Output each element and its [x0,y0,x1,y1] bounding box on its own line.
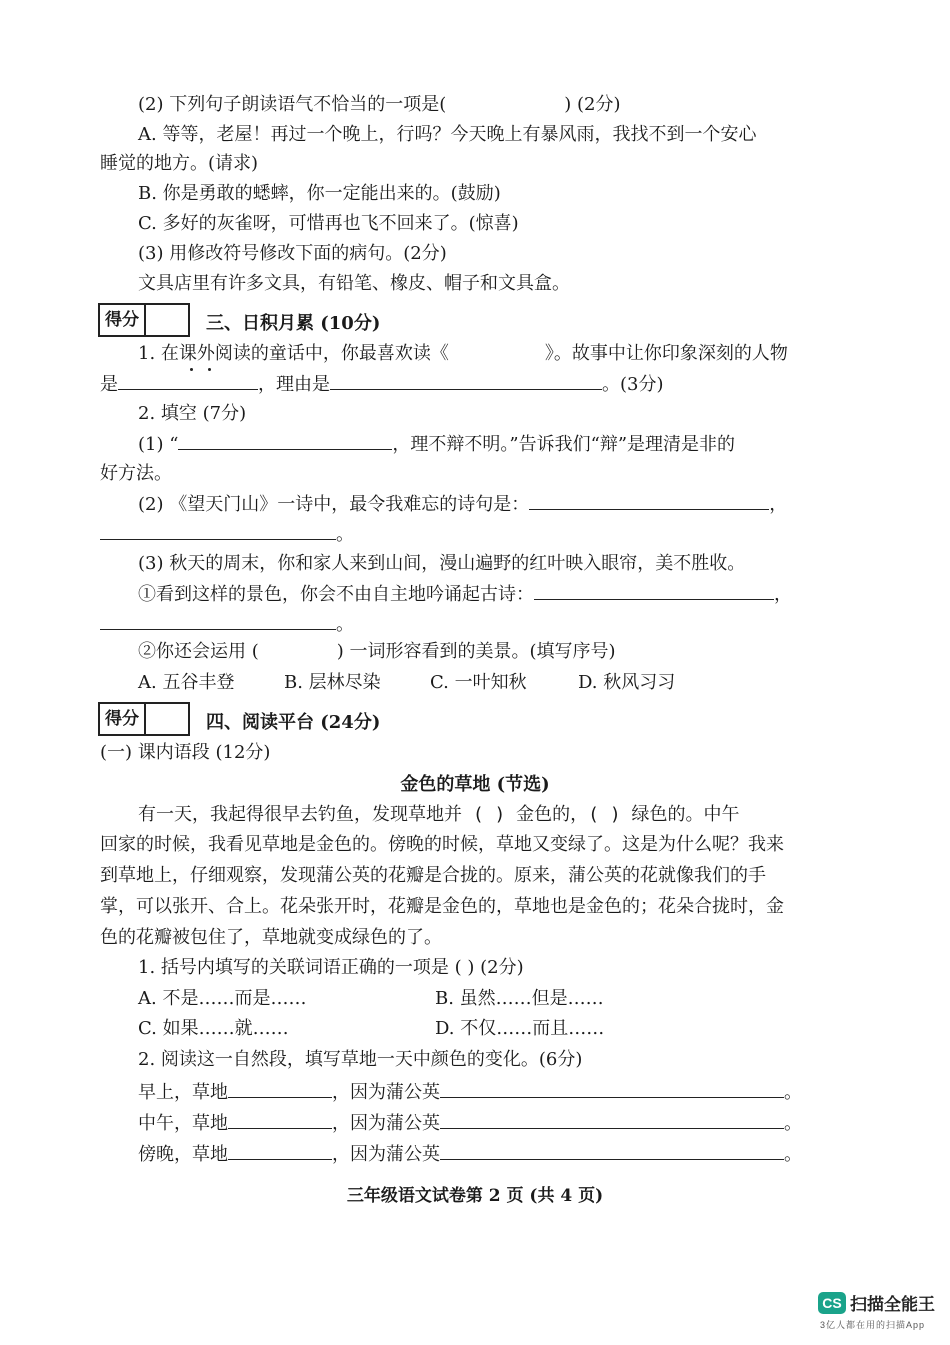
s3-option-d: D. 秋风习习 [578,672,676,693]
watermark-tagline: 3亿人都在用的扫描App [820,1320,926,1330]
s4-subsection: (一) 课内语段 (12分) [100,742,271,763]
s4-q1-prompt: 1. 括号内填写的关联词语正确的一项是 ( ) (2分) [138,957,524,978]
q3-sentence: 文具店里有许多文具，有铅笔、橡皮、帽子和文具盒。 [138,273,570,294]
q2-option-a-line2: 睡觉的地方。(请求) [100,153,259,174]
s4-q1-option-c: C. 如果……就…… [138,1018,289,1039]
section-three-title: 三、日积月累 (10分) [206,313,381,334]
s3-q2-prompt: 2. 填空 (7分) [138,403,247,424]
answer-blank-morning-reason[interactable] [440,1081,784,1098]
s3-q2-3-2: ②你还会运用 ( ) 一词形容看到的美景。(填写序号) [138,641,616,662]
s3-q2-3-1: ①看到这样的景色，你会不由自主地吟诵起古诗： ， [138,584,792,605]
answer-blank-character[interactable] [118,373,258,390]
answer-blank-autumn-poem-2[interactable] [100,613,336,630]
emphasis-dot [208,368,211,371]
q2-option-b: B. 你是勇敢的蟋蟀，你一定能出来的。(鼓励) [138,183,501,204]
s4-q2-prompt: 2. 阅读这一自然段，填写草地一天中颜色的变化。(6分) [138,1049,583,1070]
score-label: 得分 [100,704,146,734]
s3-option-c: C. 一叶知秋 [430,672,527,693]
color-change-row-noon: 中午，草地 ，因为蒲公英 。 [138,1113,802,1134]
s4-q1-option-a: A. 不是……而是…… [138,988,307,1009]
page-footer: 三年级语文试卷第 2 页 (共 4 页) [346,1186,604,1206]
answer-blank-reason[interactable] [330,373,602,390]
s3-q2-1: (1) “ ，理不辩不明。”告诉我们“辩”是理清是非的 [138,434,736,455]
watermark-app-name: 扫描全能王 [850,1295,935,1314]
s3-q2-2-cont: 。 [100,523,354,546]
section-four-title: 四、阅读平台 (24分) [206,712,381,733]
s3-q2-3-1-cont: 。 [100,613,354,636]
q2-prompt: (2) 下列句子朗读语气不恰当的一项是( ) (2分) [138,94,621,115]
answer-blank-noon-color[interactable] [228,1112,332,1129]
passage-line: 色的花瓣被包住了，草地就变成绿色的了。 [100,927,442,948]
answer-blank-proverb[interactable] [178,433,392,450]
score-box-section-three[interactable] [98,303,190,337]
s3-q1-line2: 是 ，理由是 。(3分) [100,374,664,395]
s4-q1-option-d: D. 不仅……而且…… [435,1018,605,1039]
s3-q2-1-cont: 好方法。 [100,463,172,484]
answer-blank-evening-color[interactable] [228,1143,332,1160]
passage-title: 金色的草地 (节选) [400,774,550,795]
answer-blank-poem-line1[interactable] [529,493,769,510]
passage-line: 有一天，我起得很早去钓鱼，发现草地并 ( ) 金色的，( ) 绿色的。中午 [138,804,740,825]
q2-option-c: C. 多好的灰雀呀，可惜再也飞不回来了。(惊喜) [138,213,519,234]
s3-option-a: A. 五谷丰登 [138,672,235,693]
color-change-row-morning: 早上，草地 ，因为蒲公英 。 [138,1082,802,1103]
passage-line: 掌，可以张开、合上。花朵张开时，花瓣是金色的，草地也是金色的；花朵合拢时，金 [100,896,784,917]
answer-blank-noon-reason[interactable] [440,1112,784,1129]
s3-q2-2: (2) 《望天门山》一诗中，最令我难忘的诗句是： ， [138,494,788,515]
passage-line: 回家的时候，我看见草地是金色的。傍晚的时候，草地又变绿了。这是为什么呢？我来 [100,834,784,855]
s4-q1-option-b: B. 虽然……但是…… [435,988,604,1009]
s3-q1-line1: 1. 在课外阅读的童话中，你最喜欢读《 》。故事中让你印象深刻的人物 [138,343,788,364]
s3-option-b: B. 层林尽染 [284,672,381,693]
passage-line: 到草地上，仔细观察，发现蒲公英的花瓣是合拢的。原来，蒲公英的花就像我们的手 [100,865,766,886]
answer-blank-evening-reason[interactable] [440,1143,784,1160]
emphasis-dot [190,368,193,371]
q2-option-a-line1: A. 等等，老屋！再过一个晚上，行吗？今天晚上有暴风雨，我找不到一个安心 [138,124,757,145]
q3-prompt: (3) 用修改符号修改下面的病句。(2分) [138,243,447,264]
score-label: 得分 [100,305,146,335]
score-box-section-four[interactable] [98,702,190,736]
s3-q2-3: (3) 秋天的周末，你和家人来到山间，漫山遍野的红叶映入眼帘，美不胜收。 [138,553,746,574]
color-change-row-evening: 傍晚，草地 ，因为蒲公英 。 [138,1144,802,1165]
answer-blank-poem-line2[interactable] [100,523,336,540]
camscanner-logo-icon: CS [818,1292,846,1314]
answer-blank-morning-color[interactable] [228,1081,332,1098]
answer-blank-autumn-poem-1[interactable] [534,583,774,600]
